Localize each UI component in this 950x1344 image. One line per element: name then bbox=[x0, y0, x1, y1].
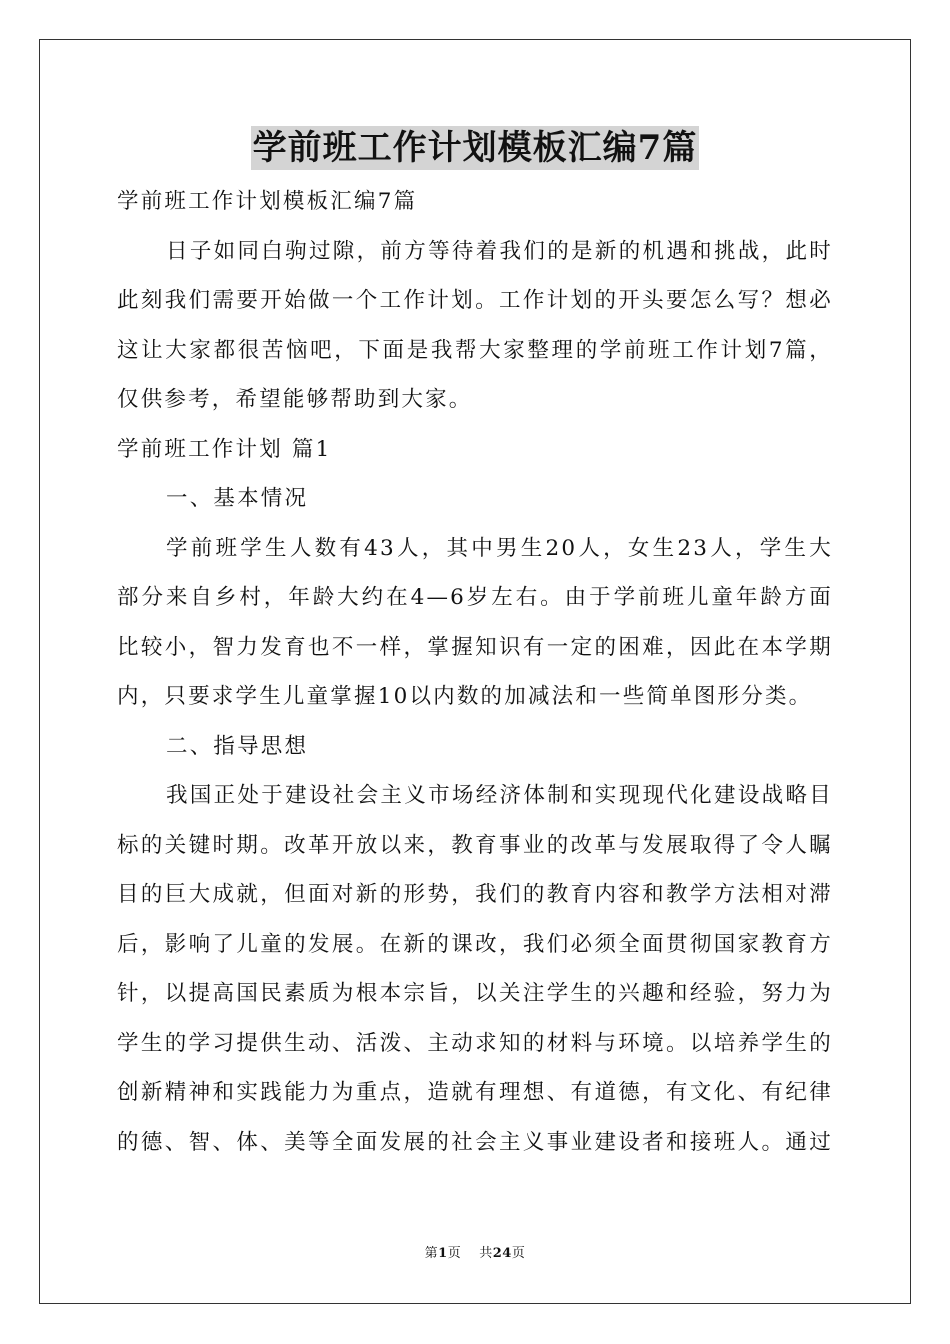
subtitle-line: 学前班工作计划模板汇编7篇 bbox=[117, 189, 418, 214]
page-prefix: 第 bbox=[424, 1246, 439, 1261]
paragraph-line: 创新精神和实践能力为重点，造就有理想、有道德，有文化、有纪律 bbox=[117, 1080, 833, 1105]
paragraph-line: 后，影响了儿童的发展。在新的课改，我们必须全面贯彻国家教育方 bbox=[117, 931, 833, 957]
paragraph-line: 比较小，智力发育也不一样，掌握知识有一定的困难，因此在本学期 bbox=[117, 634, 833, 660]
section-heading: 学前班工作计划 篇1 bbox=[117, 436, 332, 462]
paragraph-line: 针，以提高国民素质为根本宗旨，以关注学生的兴趣和经验，努力为 bbox=[117, 981, 833, 1006]
page-suffix: 页 bbox=[447, 1246, 462, 1261]
intro-line: 仅供参考，希望能够帮助到大家。 bbox=[117, 387, 473, 412]
subsection-heading: 一、基本情况 bbox=[166, 486, 309, 511]
paragraph-line: 学生的学习提供生动、活泼、主动求知的材料与环境。以培养学生的 bbox=[117, 1030, 833, 1056]
paragraph-line: 的德、智、体、美等全面发展的社会主义事业建设者和接班人。通过 bbox=[117, 1129, 833, 1155]
intro-line: 日子如同白驹过隙，前方等待着我们的是新的机遇和挑战，此时 bbox=[166, 238, 833, 264]
paragraph-line: 部分来自乡村，年龄大约在4—6岁左右。由于学前班儿童年龄方面 bbox=[117, 585, 833, 610]
page-footer bbox=[0, 1245, 950, 1263]
document-title: 学前班工作计划模板汇编7篇 bbox=[252, 128, 698, 168]
paragraph-line: 内，只要求学生儿童掌握10以内数的加减法和一些简单图形分类。 bbox=[117, 684, 813, 709]
page-number: 1 bbox=[438, 1246, 448, 1261]
paragraph-line: 我国正处于建设社会主义市场经济体制和实现现代化建设战略目 bbox=[166, 783, 833, 808]
total-suffix: 页 bbox=[511, 1246, 526, 1261]
total-pages: 24 bbox=[492, 1246, 512, 1261]
subsection-heading: 二、指导思想 bbox=[166, 733, 309, 759]
document-body bbox=[117, 177, 833, 1167]
paragraph-line: 标的关键时期。改革开放以来，教育事业的改革与发展取得了令人瞩 bbox=[117, 832, 833, 858]
paragraph-line: 学前班学生人数有43人，其中男生20人，女生23人，学生大 bbox=[166, 535, 833, 561]
total-prefix: 共 bbox=[479, 1246, 493, 1261]
title-area bbox=[0, 126, 950, 170]
paragraph-line: 目的巨大成就，但面对新的形势，我们的教育内容和教学方法相对滞 bbox=[117, 882, 833, 907]
intro-line: 此刻我们需要开始做一个工作计划。工作计划的开头要怎么写？想必 bbox=[117, 288, 833, 313]
intro-line: 这让大家都很苦恼吧，下面是我帮大家整理的学前班工作计划7篇， bbox=[117, 337, 833, 363]
